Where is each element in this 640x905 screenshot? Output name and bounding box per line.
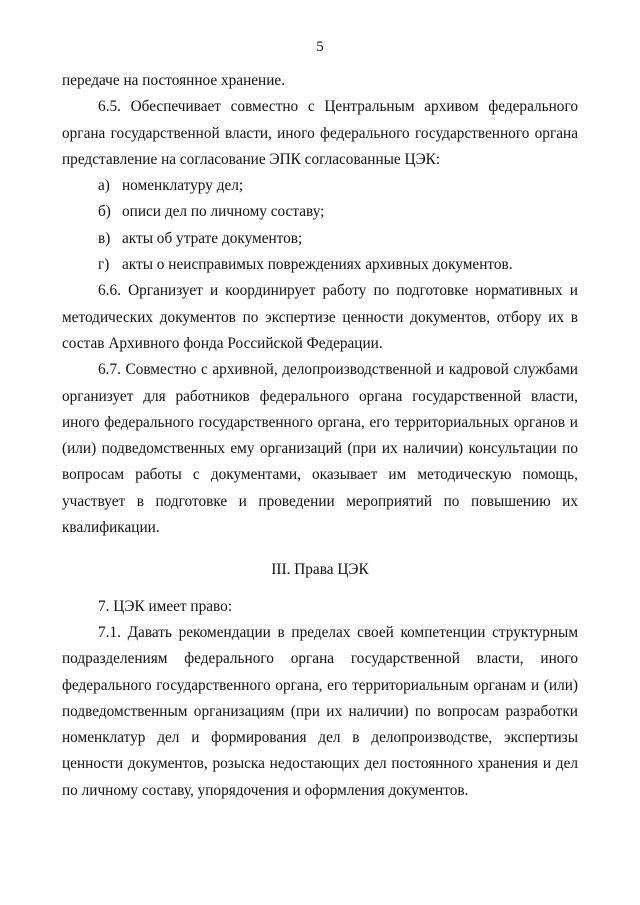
list-item-text: номенклатуру дел; — [122, 177, 244, 195]
list-item — [62, 173, 578, 199]
paragraph-6-5: 6.5. Обеспечивает совместно с Центральным архивом федерального органа государственной власти, иного федерального государственного органа представление на согласование ЭПК согласованные ЦЭК: — [62, 98, 578, 168]
list-marker: в) — [98, 229, 111, 247]
paragraph-6-7: 6.7. Совместно с архивной, делопроизводственной и кадровой службами организует для работников федерального органа государственной власти, иного федерального государственного органа, его территориальных органов и (или) подведомственных ему организаций (при их наличии) консультации по вопросам работы с документами, оказывает им методическую помощь, участвует в подготовке и проведении мероприятий по повышению их квалификации. — [62, 361, 578, 537]
list-marker: б) — [98, 203, 111, 221]
list-item — [62, 226, 578, 252]
section-heading: III. Права ЦЭК — [271, 561, 369, 579]
page-number: 5 — [316, 39, 324, 55]
approval-list — [62, 173, 578, 278]
list-marker: а) — [98, 177, 110, 195]
paragraph-7-1: 7.1. Давать рекомендации в пределах своей компетенции структурным подразделениям федерального органа государственной власти, иного федерального государственного органа, его территориальным органам и (или) подведомственным организациям (при их наличии) по вопросам разработки номенклатур дел и формирования дел в делопроизводстве, экспертизы ценности документов, розыска недостающих дел постоянного хранения и дел по личному составу, упорядочения и оформления документов. — [62, 623, 578, 799]
list-item-text: описи дел по личному составу; — [122, 203, 325, 221]
list-item-text: акты о неисправимых повреждениях архивных документов. — [122, 256, 513, 274]
list-item — [62, 252, 578, 278]
paragraph-7: 7. ЦЭК имеет право: — [98, 597, 233, 615]
paragraph-6-6: 6.6. Организует и координирует работу по подготовке нормативных и методических документов по экспертизе ценности документов, отбору их в состав Архивного фонда Российской Федерации. — [62, 282, 578, 352]
list-marker: г) — [98, 256, 110, 274]
continuation-text: передаче на постоянное хранение. — [62, 72, 286, 89]
list-item — [62, 199, 578, 225]
document-body — [62, 68, 578, 804]
list-item-text: акты об утрате документов; — [122, 229, 303, 247]
